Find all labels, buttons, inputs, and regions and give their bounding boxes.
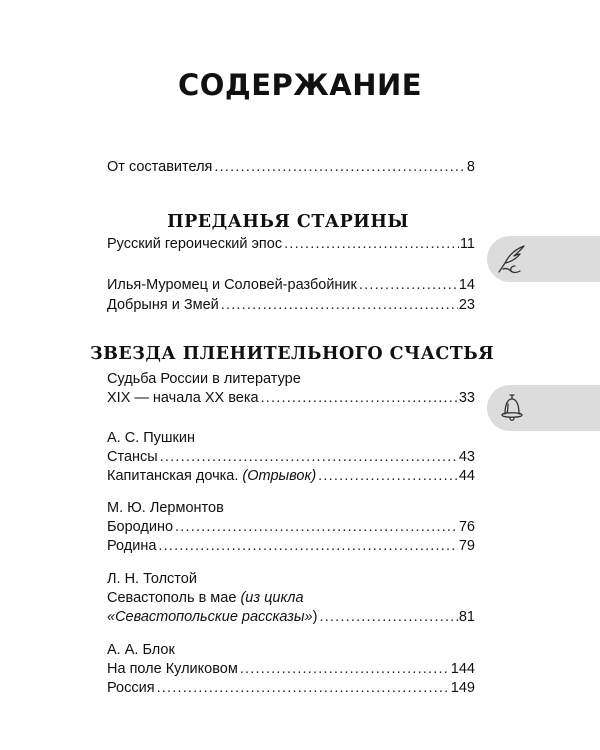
author-name: А. А. Блок [107, 642, 175, 658]
toc-entry-note: (Отрывок) [242, 468, 317, 484]
toc-entry-title-line[interactable]: Севастополь в мае (из цикла [107, 590, 304, 606]
toc-page-number: 43 [458, 449, 475, 465]
leader-dots [284, 234, 459, 254]
author-name: М. Ю. Лермонтов [107, 500, 224, 516]
toc-page-number: 81 [458, 609, 475, 625]
section-heading: ЗВЕЗДА ПЛЕНИТЕЛЬНОГО СЧАСТЬЯ [90, 344, 495, 364]
leader-dots [318, 466, 458, 486]
toc-entry-title: «Севастопольские рассказы») [107, 609, 318, 625]
toc-page-number: 149 [450, 680, 475, 696]
toc-entry[interactable] [107, 466, 475, 486]
toc-entry-title: XIX — начала XX века [107, 390, 259, 406]
toc-page-number: 144 [450, 661, 475, 677]
toc-entry[interactable] [107, 447, 475, 467]
toc-entry-title: Россия [107, 680, 155, 696]
toc-page-number: 76 [458, 519, 475, 535]
page-title: СОДЕРЖАНИЕ [177, 68, 423, 102]
toc-entry-title: Добрыня и Змей [107, 297, 219, 313]
toc-entry-title: Капитанская дочка. (Отрывок) [107, 468, 317, 484]
section-heading: ПРЕДАНЬЯ СТАРИНЫ [167, 212, 409, 232]
leader-dots [160, 447, 458, 467]
toc-entry[interactable] [107, 517, 475, 537]
toc-entry-intro[interactable] [107, 157, 475, 177]
toc-entry-title: Стансы [107, 449, 158, 465]
toc-entry[interactable] [107, 536, 475, 556]
toc-page-number: 14 [458, 277, 475, 293]
toc-entry-note: (из цикла [240, 590, 304, 606]
quill-feather-icon [494, 241, 530, 277]
toc-entry-title: От составителя [107, 159, 213, 175]
bell-icon [494, 390, 530, 426]
leader-dots [214, 157, 466, 177]
leader-dots [157, 678, 450, 698]
leader-dots [221, 295, 458, 315]
toc-entry[interactable] [107, 234, 475, 254]
section-tab-1[interactable] [487, 236, 600, 282]
toc-entry-title: Родина [107, 538, 157, 554]
author-name: Л. Н. Толстой [107, 571, 197, 587]
toc-page-number: 44 [458, 468, 475, 484]
toc-entry[interactable] [107, 295, 475, 315]
leader-dots [240, 659, 450, 679]
toc-page-number: 8 [466, 159, 475, 175]
leader-dots [175, 517, 458, 537]
toc-entry-title-line[interactable]: Судьба России в литературе [107, 371, 301, 387]
toc-entry[interactable] [107, 659, 475, 679]
toc-page-number: 11 [459, 236, 475, 252]
toc-entry[interactable] [107, 678, 475, 698]
toc-entry-title: Бородино [107, 519, 174, 535]
section-tab-2[interactable] [487, 385, 600, 431]
toc-entry[interactable] [107, 275, 475, 295]
leader-dots [359, 275, 458, 295]
leader-dots [319, 607, 457, 627]
toc-page-number: 33 [458, 390, 475, 406]
author-name: А. С. Пушкин [107, 430, 196, 446]
toc-entry-title: Илья-Муромец и Соловей-разбойник [107, 277, 357, 293]
leader-dots [158, 536, 457, 556]
toc-page-number: 23 [458, 297, 475, 313]
toc-entry[interactable] [107, 388, 475, 408]
leader-dots [261, 388, 458, 408]
toc-page-number: 79 [458, 538, 475, 554]
toc-entry[interactable] [107, 607, 475, 627]
toc-entry-title: На поле Куликовом [107, 661, 238, 677]
toc-entry-title: Русский героический эпос [107, 236, 283, 252]
